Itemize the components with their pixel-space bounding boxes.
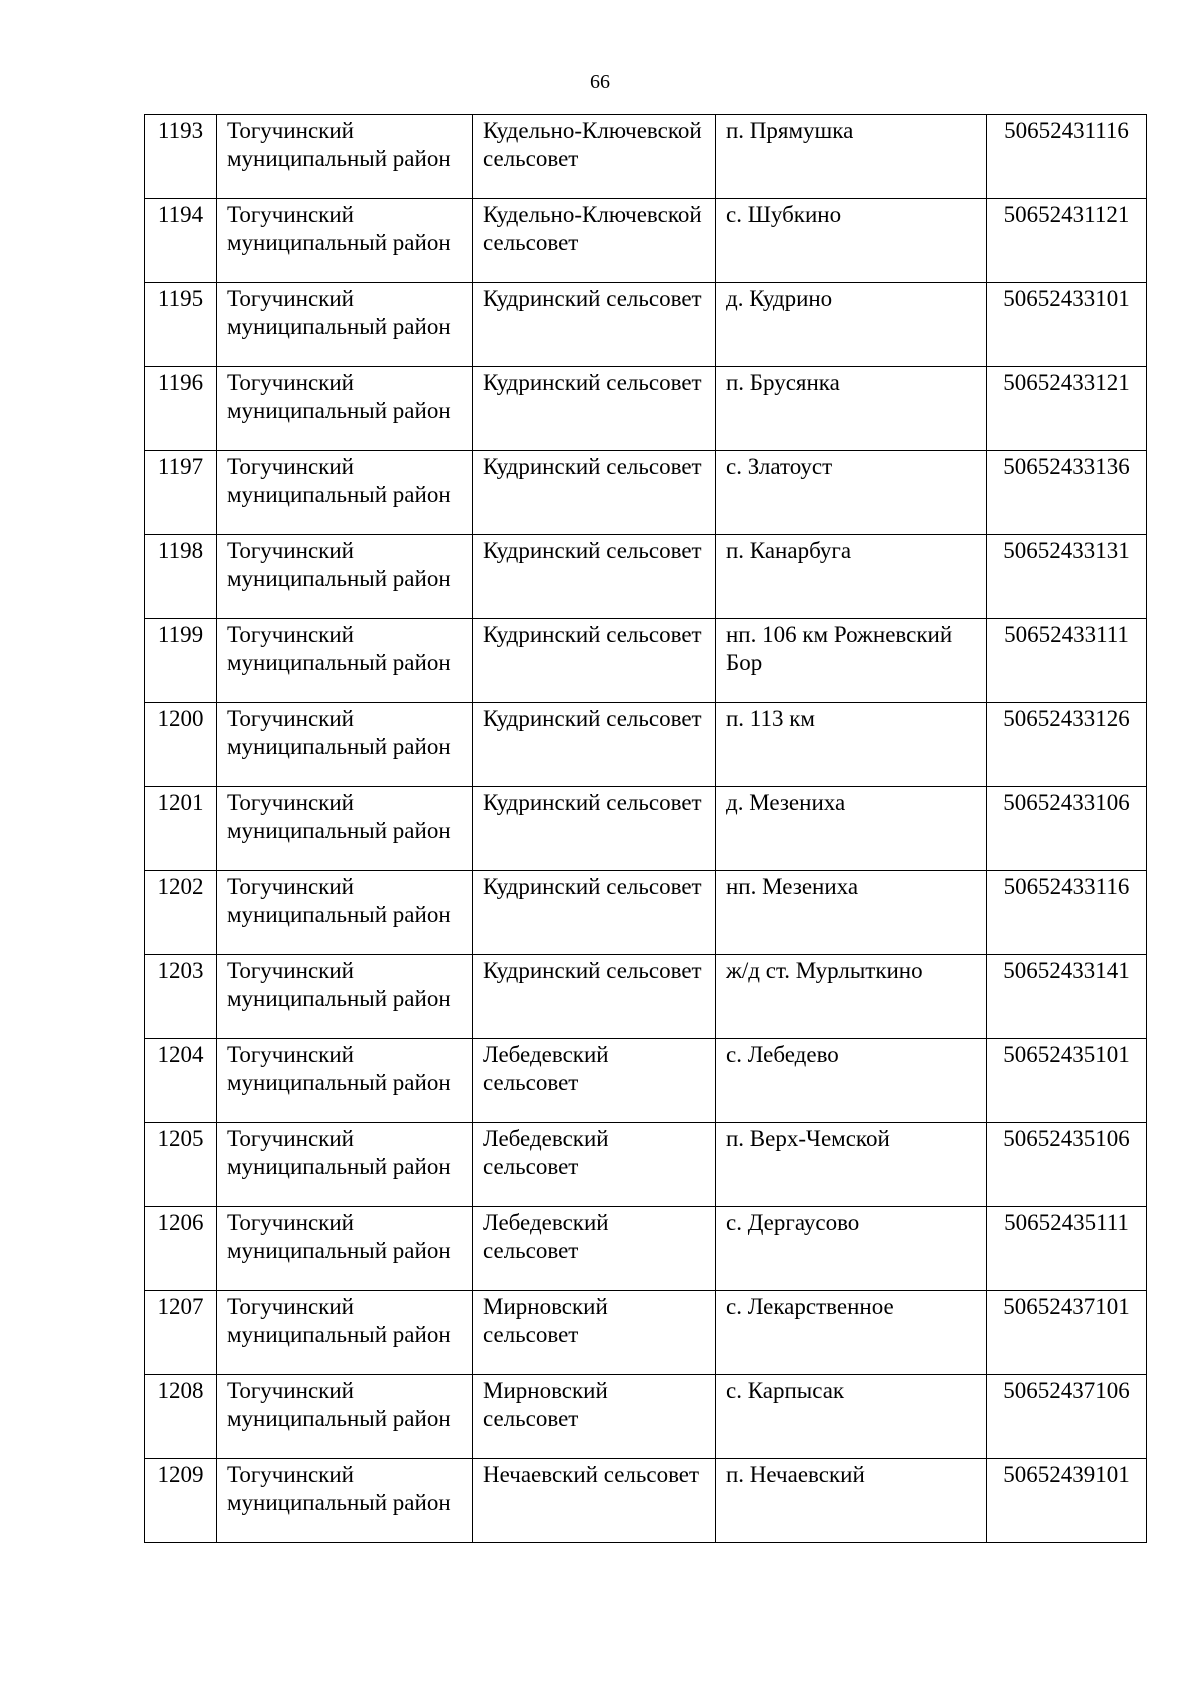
council-cell: Кудельно-Ключевской сельсовет (473, 199, 716, 283)
district-cell: Тогучинский муниципальный район (217, 871, 473, 955)
district-cell: Тогучинский муниципальный район (217, 1207, 473, 1291)
district-cell: Тогучинский муниципальный район (217, 1291, 473, 1375)
table-row (145, 871, 1147, 955)
council-cell: Кудринский сельсовет (473, 703, 716, 787)
code-cell: 50652435111 (987, 1207, 1147, 1291)
table-row (145, 283, 1147, 367)
row-number: 1194 (145, 199, 217, 283)
row-number: 1203 (145, 955, 217, 1039)
council-cell: Кудринский сельсовет (473, 451, 716, 535)
row-number: 1208 (145, 1375, 217, 1459)
district-cell: Тогучинский муниципальный район (217, 283, 473, 367)
district-cell: Тогучинский муниципальный район (217, 955, 473, 1039)
council-cell: Лебедевский сельсовет (473, 1039, 716, 1123)
code-cell: 50652431121 (987, 199, 1147, 283)
council-cell: Кудринский сельсовет (473, 619, 716, 703)
district-cell: Тогучинский муниципальный район (217, 619, 473, 703)
settlement-cell: с. Лекарственное (716, 1291, 987, 1375)
council-cell: Лебедевский сельсовет (473, 1207, 716, 1291)
table-body (145, 115, 1147, 1543)
settlement-cell: д. Кудрино (716, 283, 987, 367)
district-cell: Тогучинский муниципальный район (217, 703, 473, 787)
council-cell: Кудринский сельсовет (473, 955, 716, 1039)
row-number: 1193 (145, 115, 217, 199)
code-cell: 50652431116 (987, 115, 1147, 199)
row-number: 1197 (145, 451, 217, 535)
district-cell: Тогучинский муниципальный район (217, 451, 473, 535)
district-cell: Тогучинский муниципальный район (217, 535, 473, 619)
table-row (145, 787, 1147, 871)
district-cell: Тогучинский муниципальный район (217, 1039, 473, 1123)
settlement-cell: п. Брусянка (716, 367, 987, 451)
settlement-cell: с. Шубкино (716, 199, 987, 283)
district-cell: Тогучинский муниципальный район (217, 787, 473, 871)
page-number: 66 (590, 71, 610, 93)
code-cell: 50652437101 (987, 1291, 1147, 1375)
code-cell: 50652433116 (987, 871, 1147, 955)
table-row (145, 199, 1147, 283)
settlement-cell: д. Мезениха (716, 787, 987, 871)
settlement-cell: с. Златоуст (716, 451, 987, 535)
district-cell: Тогучинский муниципальный район (217, 115, 473, 199)
row-number: 1207 (145, 1291, 217, 1375)
row-number: 1195 (145, 283, 217, 367)
table-row (145, 703, 1147, 787)
settlement-cell: ж/д ст. Мурлыткино (716, 955, 987, 1039)
council-cell: Мирновский сельсовет (473, 1375, 716, 1459)
table-row (145, 451, 1147, 535)
row-number: 1202 (145, 871, 217, 955)
district-cell: Тогучинский муниципальный район (217, 1123, 473, 1207)
table-row (145, 1375, 1147, 1459)
code-cell: 50652433106 (987, 787, 1147, 871)
council-cell: Кудринский сельсовет (473, 367, 716, 451)
code-cell: 50652433131 (987, 535, 1147, 619)
settlement-cell: п. Нечаевский (716, 1459, 987, 1543)
code-cell: 50652439101 (987, 1459, 1147, 1543)
row-number: 1204 (145, 1039, 217, 1123)
council-cell: Кудринский сельсовет (473, 283, 716, 367)
council-cell: Кудринский сельсовет (473, 535, 716, 619)
settlement-cell: п. Верх-Чемской (716, 1123, 987, 1207)
row-number: 1209 (145, 1459, 217, 1543)
council-cell: Лебедевский сельсовет (473, 1123, 716, 1207)
district-cell: Тогучинский муниципальный район (217, 1459, 473, 1543)
row-number: 1198 (145, 535, 217, 619)
code-cell: 50652433121 (987, 367, 1147, 451)
code-cell: 50652437106 (987, 1375, 1147, 1459)
row-number: 1206 (145, 1207, 217, 1291)
district-cell: Тогучинский муниципальный район (217, 1375, 473, 1459)
council-cell: Кудринский сельсовет (473, 787, 716, 871)
table-row (145, 367, 1147, 451)
settlements-table (144, 114, 1147, 1543)
settlement-cell: нп. 106 км Рожневский Бор (716, 619, 987, 703)
row-number: 1205 (145, 1123, 217, 1207)
settlement-cell: п. 113 км (716, 703, 987, 787)
district-cell: Тогучинский муниципальный район (217, 199, 473, 283)
table-row (145, 1207, 1147, 1291)
row-number: 1200 (145, 703, 217, 787)
row-number: 1199 (145, 619, 217, 703)
council-cell: Нечаевский сельсовет (473, 1459, 716, 1543)
settlement-cell: нп. Мезениха (716, 871, 987, 955)
table-row (145, 115, 1147, 199)
district-cell: Тогучинский муниципальный район (217, 367, 473, 451)
council-cell: Кудринский сельсовет (473, 871, 716, 955)
row-number: 1196 (145, 367, 217, 451)
table-row (145, 1039, 1147, 1123)
row-number: 1201 (145, 787, 217, 871)
settlement-cell: с. Лебедево (716, 1039, 987, 1123)
settlement-cell: с. Карпысак (716, 1375, 987, 1459)
table-row (145, 1123, 1147, 1207)
code-cell: 50652433126 (987, 703, 1147, 787)
table-row (145, 619, 1147, 703)
table-row (145, 535, 1147, 619)
table-row (145, 1459, 1147, 1543)
settlement-cell: п. Канарбуга (716, 535, 987, 619)
code-cell: 50652433101 (987, 283, 1147, 367)
code-cell: 50652433136 (987, 451, 1147, 535)
settlement-cell: с. Дергаусово (716, 1207, 987, 1291)
table-row (145, 955, 1147, 1039)
code-cell: 50652435106 (987, 1123, 1147, 1207)
settlement-cell: п. Прямушка (716, 115, 987, 199)
code-cell: 50652435101 (987, 1039, 1147, 1123)
code-cell: 50652433141 (987, 955, 1147, 1039)
table-row (145, 1291, 1147, 1375)
council-cell: Мирновский сельсовет (473, 1291, 716, 1375)
code-cell: 50652433111 (987, 619, 1147, 703)
council-cell: Кудельно-Ключевской сельсовет (473, 115, 716, 199)
